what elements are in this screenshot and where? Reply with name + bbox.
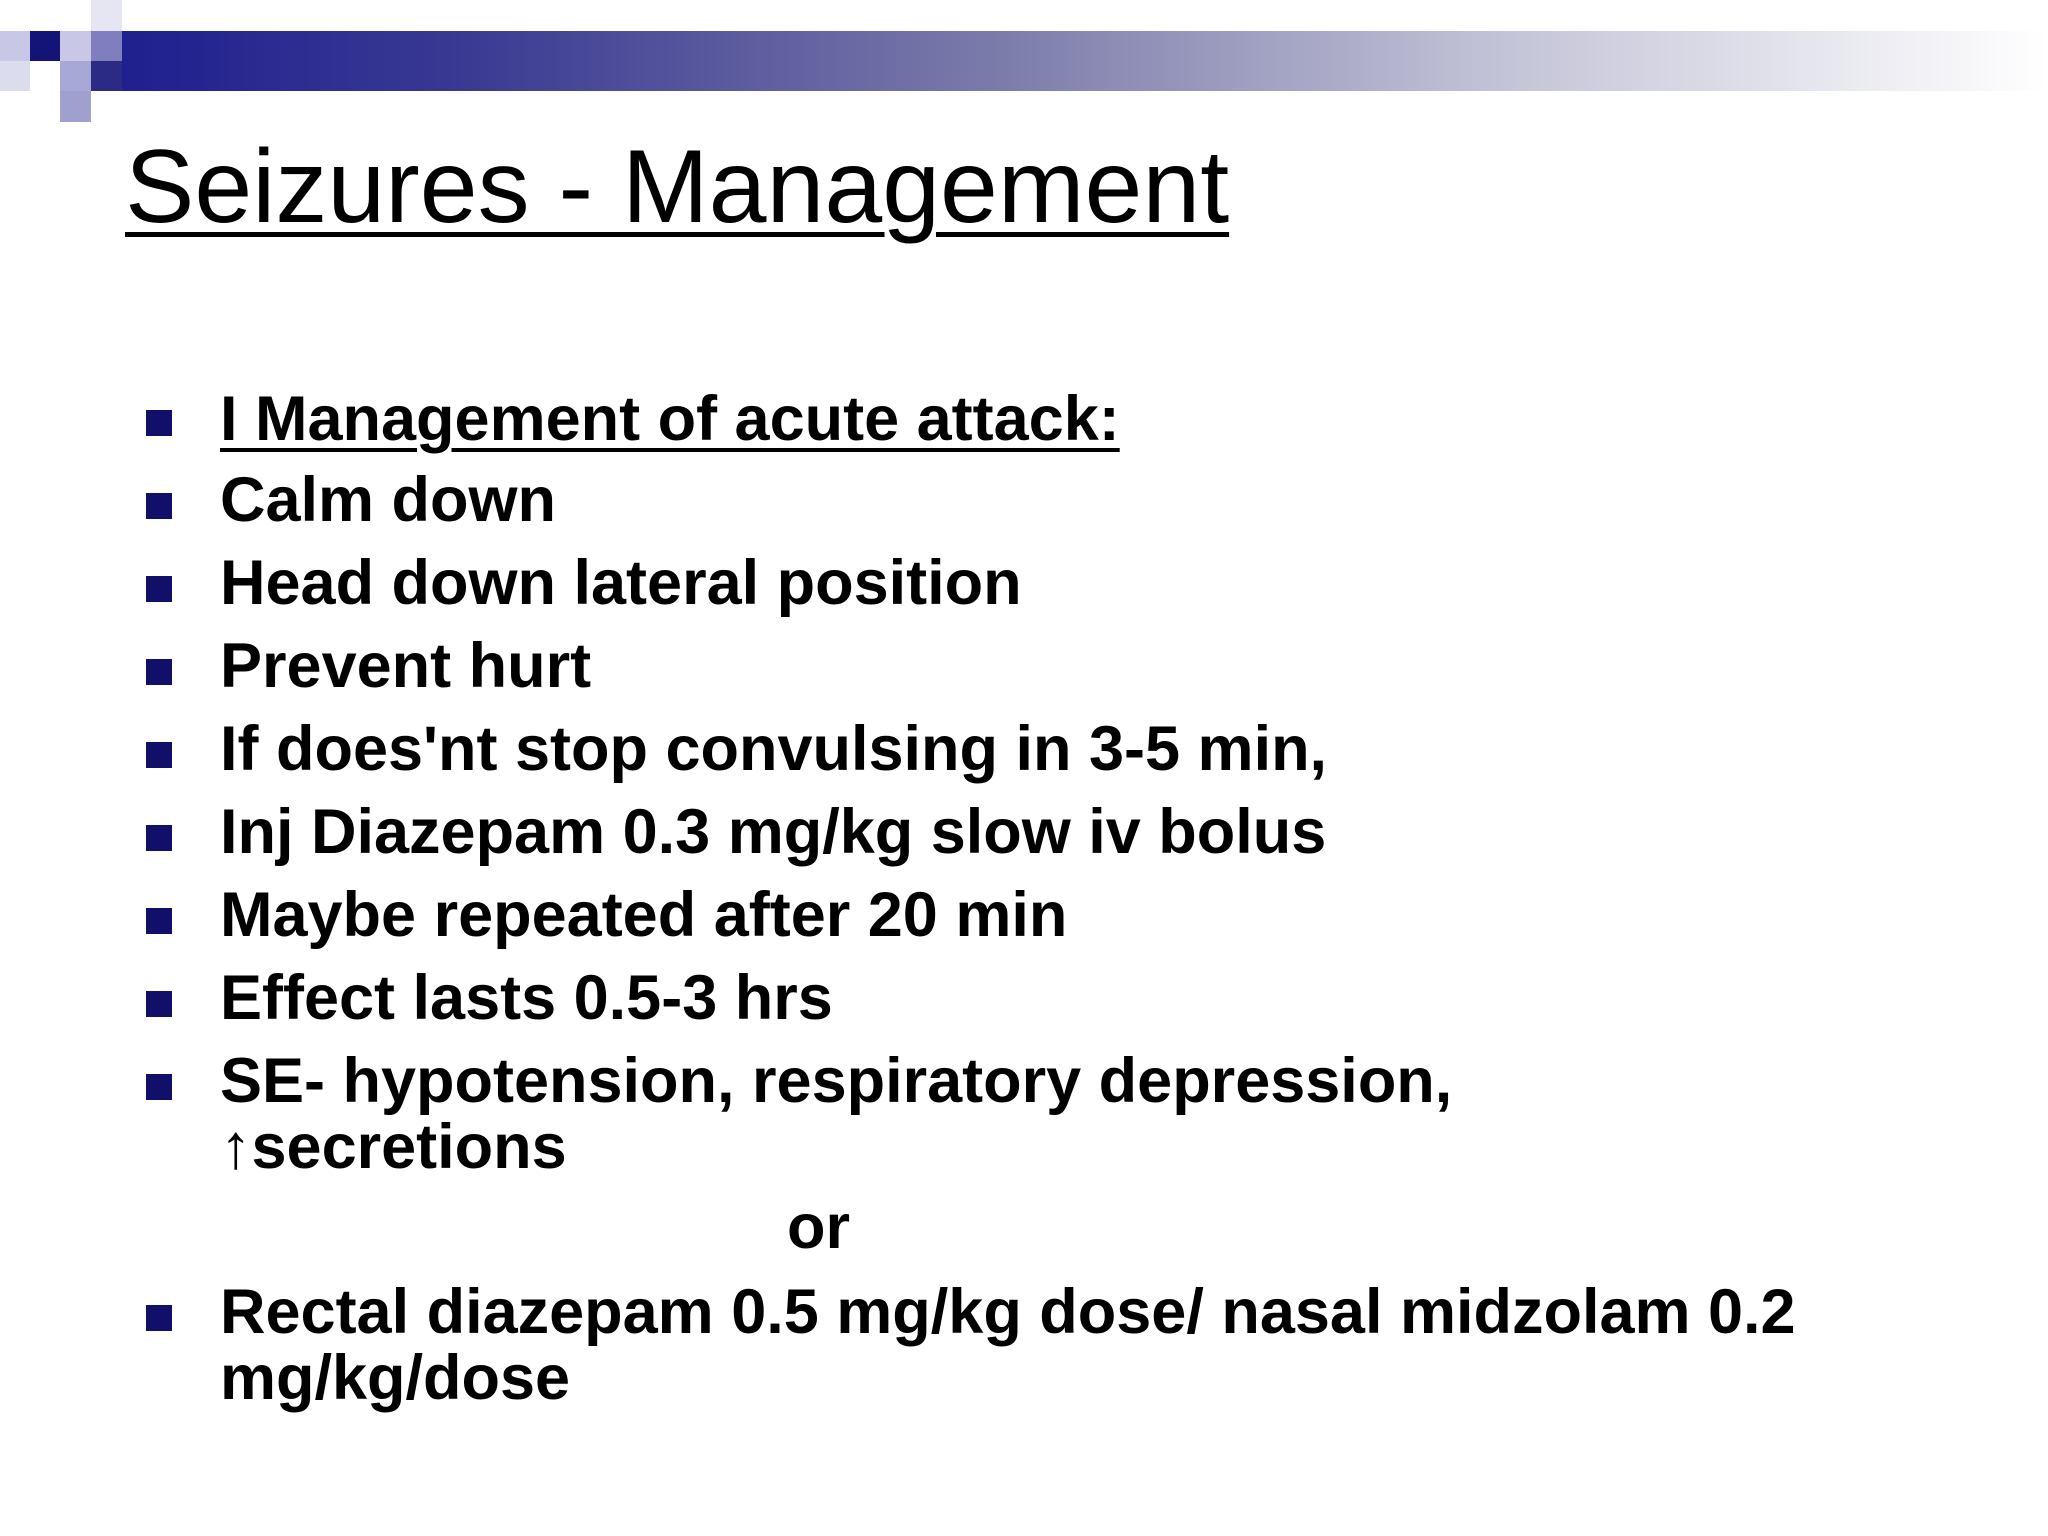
slide-title: Seizures - Management xyxy=(125,129,1230,245)
list-item: Head down lateral position xyxy=(220,548,1022,618)
list-item: Inj Diazepam 0.3 mg/kg slow iv bolus xyxy=(220,797,1327,867)
square-bullet-icon xyxy=(146,659,172,685)
separator-or: or xyxy=(787,1192,850,1262)
square-bullet-icon xyxy=(146,991,172,1017)
list-item-heading: I Management of acute attack: xyxy=(220,384,1120,454)
square-bullet-icon xyxy=(146,908,172,934)
square-bullet-icon xyxy=(146,576,172,602)
list-item-line2: mg/kg/dose xyxy=(220,1343,571,1413)
list-item: If does'nt stop convulsing in 3-5 min, xyxy=(220,714,1328,784)
square-bullet-icon xyxy=(146,742,172,768)
square-bullet-icon xyxy=(146,410,172,436)
square-bullet-icon xyxy=(146,1074,172,1100)
square-bullet-icon xyxy=(146,493,172,519)
list-item-line1: SE- hypotension, respiratory depression, xyxy=(220,1046,1453,1116)
square-bullet-icon xyxy=(146,825,172,851)
list-item: Maybe repeated after 20 min xyxy=(220,880,1068,950)
list-item: Effect lasts 0.5-3 hrs xyxy=(220,963,833,1033)
list-item: Prevent hurt xyxy=(220,631,592,701)
list-item-line1: Rectal diazepam 0.5 mg/kg dose/ nasal midzolam 0.2 xyxy=(220,1277,1796,1347)
list-item-line2: ↑secretions xyxy=(220,1112,567,1182)
list-item: Calm down xyxy=(220,465,557,535)
square-bullet-icon xyxy=(146,1305,172,1331)
